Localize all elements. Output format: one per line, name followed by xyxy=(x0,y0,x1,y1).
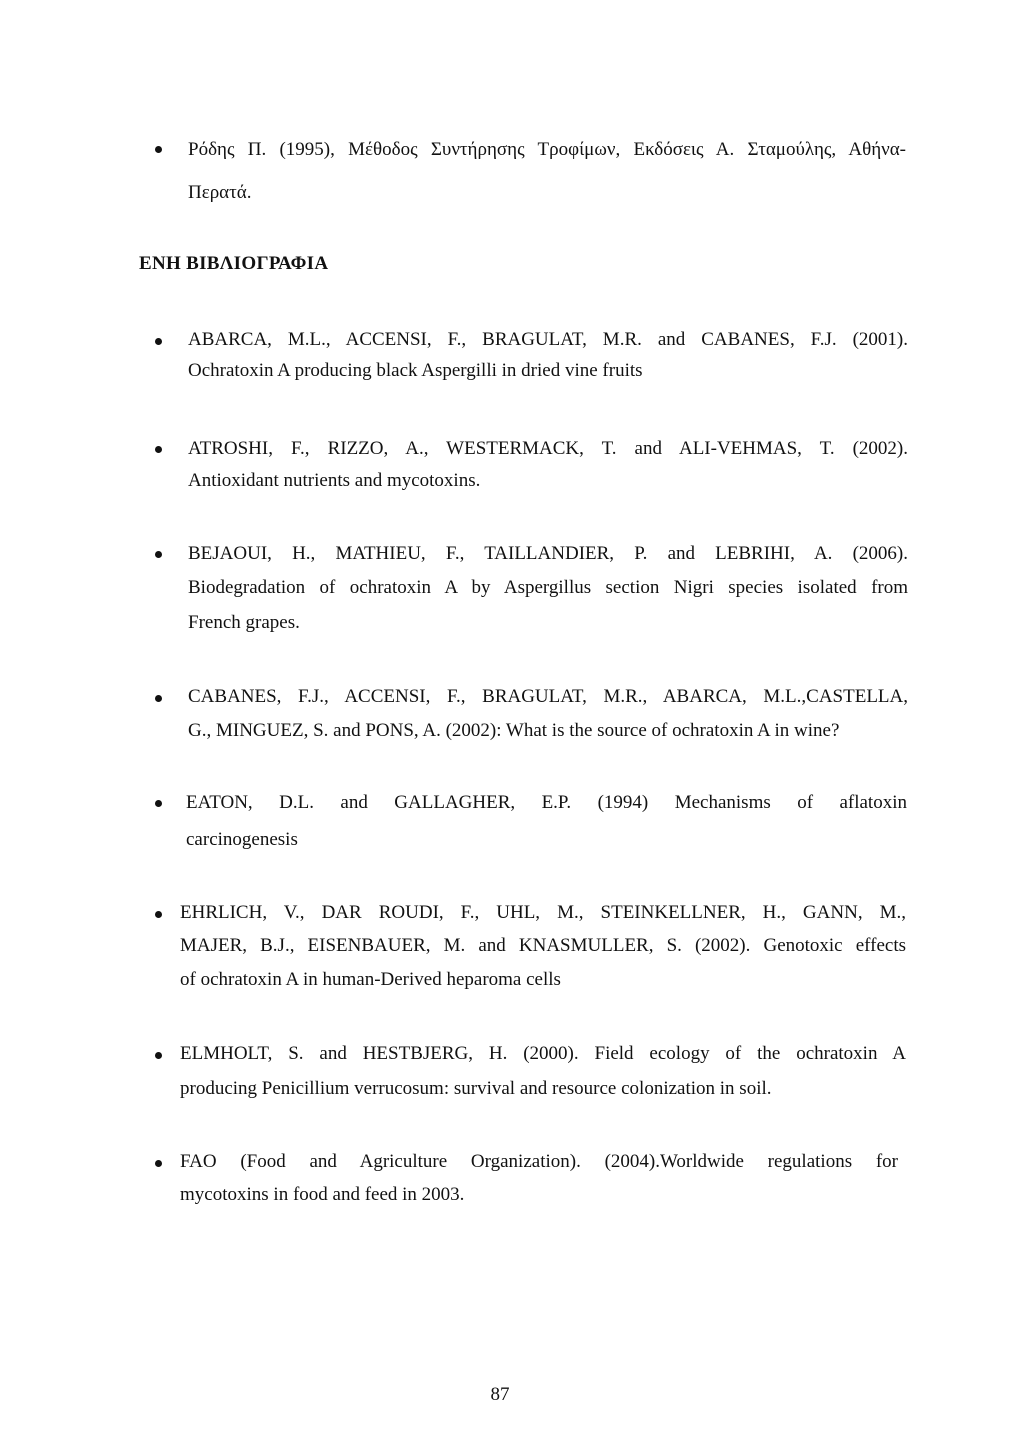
bullet-icon xyxy=(155,338,162,345)
bullet-icon xyxy=(155,1052,162,1059)
bullet-icon xyxy=(155,551,162,558)
section-heading: ΕΝΗ ΒΙΒΛΙΟΓΡΑΦΙΑ xyxy=(139,253,329,274)
bullet-icon xyxy=(155,911,162,918)
reference-line: Ochratoxin A producing black Aspergilli in dried vine fruits xyxy=(188,360,643,381)
reference-line: EHRLICH, V., DAR ROUDI, F., UHL, M., STEINKELLNER, H., GANN, M., xyxy=(180,902,906,923)
reference-line: CABANES, F.J., ACCENSI, F., BRAGULAT, M.R., ABARCA, M.L.,CASTELLA, xyxy=(188,686,908,707)
reference-line: ATROSHI, F., RIZZO, A., WESTERMACK, T. and ALI-VEHMAS, T. (2002). xyxy=(188,438,908,459)
reference-line: EATON, D.L. and GALLAGHER, E.P. (1994) Mechanisms of aflatoxin xyxy=(186,792,907,813)
reference-line: Biodegradation of ochratoxin A by Aspergillus section Nigri species isolated from xyxy=(188,577,908,598)
reference-line: mycotoxins in food and feed in 2003. xyxy=(180,1184,465,1205)
reference-line: carcinogenesis xyxy=(186,829,298,850)
bullet-icon xyxy=(155,1160,162,1167)
reference-line: Περατά. xyxy=(188,182,252,203)
bullet-icon xyxy=(155,146,162,153)
reference-line: of ochratoxin A in human-Derived heparoma cells xyxy=(180,969,561,990)
page-number: 87 xyxy=(490,1384,510,1405)
reference-line: MAJER, B.J., EISENBAUER, M. and KNASMULLER, S. (2002). Genotoxic effects xyxy=(180,935,906,956)
reference-line: ABARCA, M.L., ACCENSI, F., BRAGULAT, M.R. and CABANES, F.J. (2001). xyxy=(188,329,908,350)
reference-line: ELMHOLT, S. and HESTBJERG, H. (2000). Field ecology of the ochratoxin A xyxy=(180,1043,906,1064)
reference-line: G., MINGUEZ, S. and PONS, A. (2002): What is the source of ochratoxin A in wine? xyxy=(188,720,840,741)
reference-line: BEJAOUI, H., MATHIEU, F., TAILLANDIER, P. and LEBRIHI, A. (2006). xyxy=(188,543,908,564)
bullet-icon xyxy=(155,446,162,453)
reference-line: FAO (Food and Agriculture Organization). (2004).Worldwide regulations for xyxy=(180,1151,898,1172)
bullet-icon xyxy=(155,800,162,807)
bullet-icon xyxy=(155,695,162,702)
reference-line: Ρόδης Π. (1995), Μέθοδος Συντήρησης Τροφίμων, Εκδόσεις Α. Σταμούλης, Αθήνα- xyxy=(188,139,906,160)
reference-line: French grapes. xyxy=(188,612,300,633)
reference-line: producing Penicillium verrucosum: survival and resource colonization in soil. xyxy=(180,1078,772,1099)
reference-line: Antioxidant nutrients and mycotoxins. xyxy=(188,470,481,491)
